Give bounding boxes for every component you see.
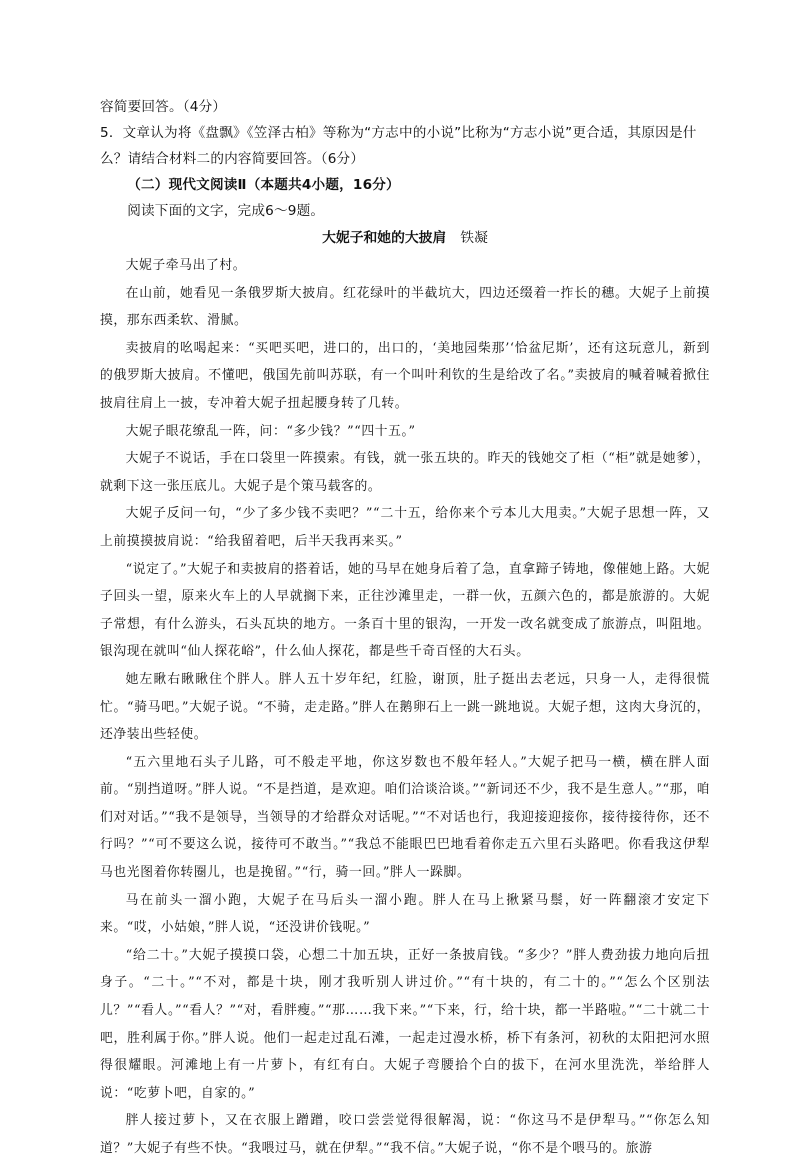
article-title [100,224,710,252]
page-content [100,94,710,1163]
article-paragraph: 大妮子眼花缭乱一阵，问：“多少钱？”“四十五。” [125,423,416,439]
article-paragraph: 马在前头一溜小跑，大妮子在马后头一溜小跑。胖人在马上揪紧马鬃，好一阵翻滚才安定下来。“哎，小姑娘，”胖人说，“还没讲价钱呢。” [100,892,710,936]
article-paragraph: 在山前，她看见一条俄罗斯大披肩。红花绿叶的半截坑大，四边还缀着一拃长的穗。大妮子上前摸摸，那东西柔软、滑腻。 [100,285,710,329]
section-instruction: 阅读下面的文字，完成6～9题。 [127,203,325,219]
article-paragraph: 胖人接过萝卜，又在衣服上蹭蹭，咬口尝尝觉得很解渴，说：“你这马不是伊犁马。”“你怎么知道？”大妮子有些不快。“我喂过马，就在伊犁。”“我不信。”大妮子说，“你不是个喂马的。旅游 [100,1113,710,1156]
article-paragraph: 大妮子反问一句，“少了多少钱不卖吧？”“二十五，给你来个亏本儿大甩卖。”大妮子思想一阵，又上前摸摸披肩说：“给我留着吧，后半天我再来买。” [100,506,710,549]
article-paragraph: “给二十。”大妮子摸摸口袋，心想二十加五块，正好一条披肩钱。“多少？”胖人费劲拔力地向后扭身子。“二十。”“不对，都是十块，刚才我听别人讲过价。”“有十块的，有二十的。”“怎么个区别法儿？”“看人。”“看人？”“对，看胖瘦。”“那……我下来。”“下来，行，给十块，都一半路啦。”“二十就二十吧，胜利属于你。”胖人说。他们一起走过乱石滩，一起走过漫水桥，桥下有条河，初秋的太阳把河水照得很耀眼。河滩地上有一片萝卜，有红有白。大妮子弯腰拾个白的拔下，在河水里洗洗，举给胖人说：“吃萝卜吧，自家的。” [100,947,710,1101]
article-paragraph: 她左瞅右瞅瞅住个胖人。胖人五十岁年纪，红脸，谢顶，肚子挺出去老远，只身一人，走得很慌忙。“骑马吧。”大妮子说。“不骑，走走路。”胖人在鹅卵石上一跳一跳地说。大妮子想，这肉大身沉的，还净装出些轻使。 [100,671,710,743]
question-5: 5．文章认为将《盘飘》《笠泽古柏》等称为“方志中的小说”比称为“方志小说”更合适，其原因是什么？请结合材料二的内容简要回答。（6分） [100,125,697,167]
article-title-text: 大妮子和她的大披肩 [322,230,447,246]
section-heading: （二）现代文阅读Ⅱ（本题共4小题，16分） [127,177,400,193]
article-author: 铁凝 [460,230,488,246]
question-4-tail: 容简要回答。（4分） [100,99,227,115]
article-body [100,252,710,1163]
article-paragraph: 大妮子牵马出了村。 [125,258,247,273]
article-paragraph: “五六里地石头子儿路，可不般走平地，你这岁数也不般年轻人。”大妮子把马一横，横在胖人面前。“别挡道呀。”胖人说。“不是挡道，是欢迎。咱们洽谈洽谈。”“新词还不少，我不是生意人。”“那，咱们对对话。”“我不是领导，当领导的才给群众对话呢。”“不对话也行，我迎接迎接你，接待接待你，还不行吗？”“可不要这么说，接待可不敢当。”“我总不能眼巴巴地看着你走五六里石头路吧。你看我这伊犁马也光图着你转圈儿，也是挽留。”“行，骑一回。”胖人一跺脚。 [100,754,710,881]
article-paragraph: 大妮子不说话，手在口袋里一阵摸索。有钱，就一张五块的。昨天的钱她交了柜（“柜”就是她爹），就剩下这一张压底儿。大妮子是个策马载客的。 [100,451,710,494]
article-paragraph: 卖披肩的吆喝起来：“买吧买吧，进口的，出口的，‘美地园柴那’‘恰盆尼斯’，还有这玩意儿，新到的俄罗斯大披肩。不懂吧，俄国先前叫苏联，有一个叫叶利钦的生是给改了名。”卖披肩的喊着喊着掀住披肩往肩上一披，专冲着大妮子扭起腰身转了几转。 [100,340,710,411]
article-paragraph: “说定了。”大妮子和卖披肩的搭着话，她的马早在她身后着了急，直拿蹄子铸地，像催她上路。大妮子回头一望，原来火车上的人早就搁下来，正往沙滩里走，一群一伙，五颜六色的，都是旅游的。大妮子常想，有什么游头，石头瓦块的地方。一条百十里的银沟，一开发一改名就变成了旅游点，叫阻地。银沟现在就叫“仙人探花峪”，什么仙人探花，都是些千奇百怪的大石头。 [100,561,710,660]
